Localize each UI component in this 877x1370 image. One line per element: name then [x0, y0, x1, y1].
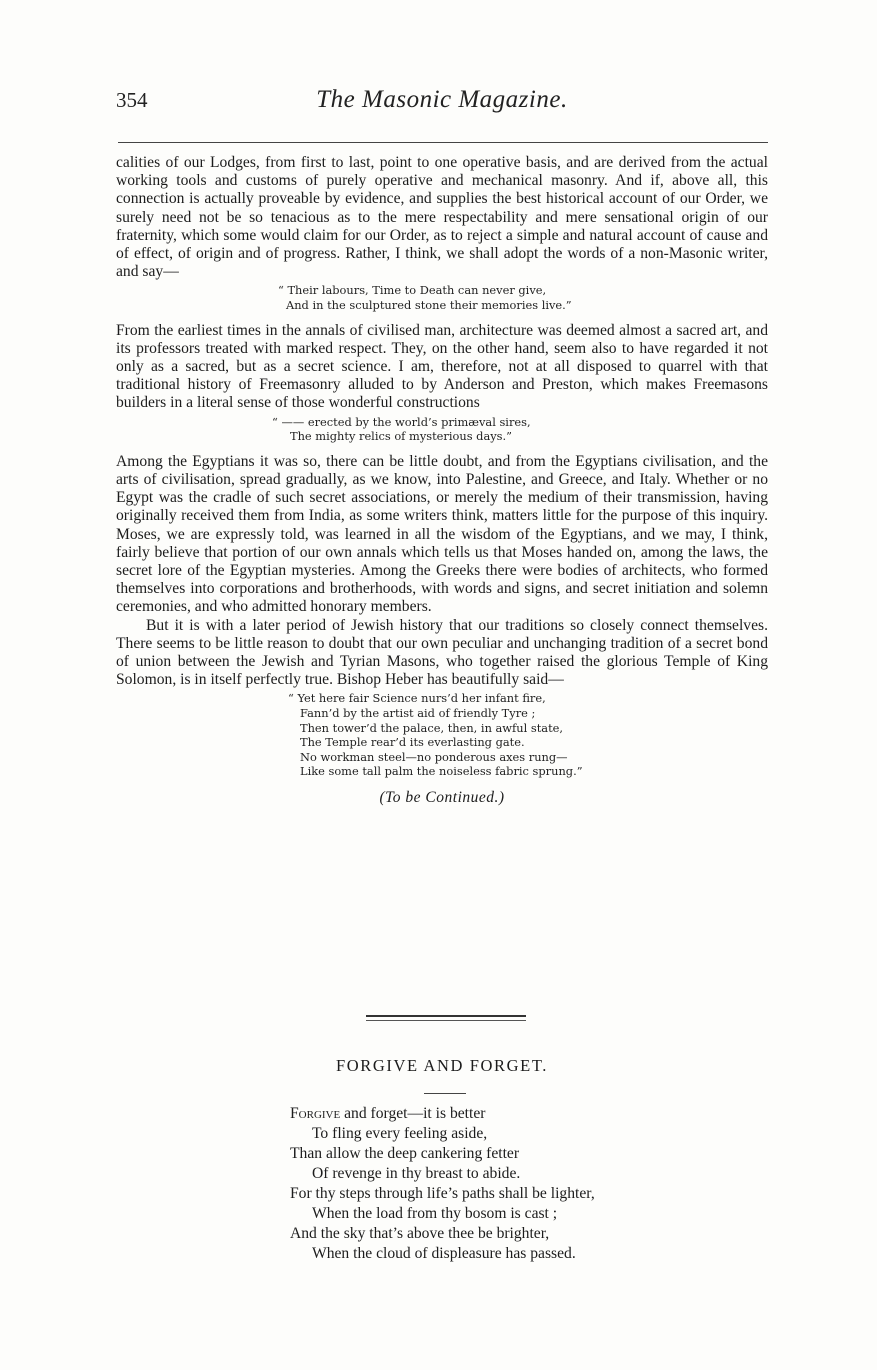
poem-line: Of revenge in thy breast to abide.: [312, 1165, 521, 1182]
page-number: 354: [116, 88, 148, 112]
quote-line: Then tower’d the palace, then, in awful state,: [300, 720, 564, 735]
poem-line-rest: and forget—it is better: [340, 1105, 486, 1122]
poem-title: FORGIVE AND FORGET.: [335, 1056, 549, 1075]
poem-line: When the cloud of displeasure has passed.: [312, 1245, 576, 1262]
quote-line: Fann’d by the artist aid of friendly Tyre ;: [300, 706, 536, 721]
poem-line: And the sky that’s above thee be brighter,: [290, 1225, 550, 1242]
article-body: [116, 154, 768, 807]
paragraph-3: Among the Egyptians it was so, there can be little doubt, and from the Egyptians civilisation, and the arts of civilisation, spread gradually, as we know, into Palestine, and Greece, and Italy. Whether or no Egypt was the cradle of such secret associations, or merely the medium of their transmission, having originally received them from India, as some writers think, matters little for the purpose of this inquiry. Moses, we are expressly told, was learned in all the wisdom of the Egyptians, and we may, I think, fairly believe that portion of our own annals which tells us that Moses handed on, among the laws, the secret lore of the Egyptian mysteries. Among the Greeks there were bodies of architects, who formed themselves into corporations and brotherhoods, with words and signs, and secret initiation and solemn ceremonies, and who admitted honorary members.: [116, 452, 768, 616]
poem-line: [290, 1104, 710, 1124]
quote-line: The Temple rear’d its everlasting gate.: [300, 735, 525, 750]
paragraph-4: But it is with a later period of Jewish history that our traditions so closely connect themselves. There seems to be little reason to doubt that our own peculiar and unchanging tradition of a secret bond of union between the Jewish and Tyrian Masons, who together raised the glorious Temple of King Solomon, is in itself perfectly true. Bishop Heber has beautifully said—: [116, 616, 768, 689]
quote-line: “ Their labours, Time to Death can never give,: [278, 283, 547, 298]
quote-sires: [272, 415, 768, 444]
poem-line: Than allow the deep cankering fetter: [290, 1145, 520, 1162]
magazine-title: The Masonic Magazine.: [316, 86, 568, 113]
quote-line: Like some tall palm the noiseless fabric sprung.”: [300, 764, 583, 779]
continued-note: (To be Continued.): [379, 789, 505, 807]
quote-line: “ Yet here fair Science nurs’d her infant fire,: [288, 691, 546, 706]
poem-line: For thy steps through life’s paths shall be lighter,: [290, 1185, 595, 1202]
quote-line: The mighty relics of mysterious days.”: [290, 429, 512, 444]
poem-line: When the load from thy bosom is cast ;: [312, 1205, 558, 1222]
quote-line: No workman steel—no ponderous axes rung—: [300, 749, 568, 764]
quote-labours: [278, 283, 768, 312]
poem-body: [290, 1104, 710, 1264]
header-rule: [118, 142, 768, 143]
paragraph-2: From the earliest times in the annals of civilised man, architecture was deemed almost a sacred art, and its professors treated with marked respect. They, on the other hand, seem also to have regarded it not only as a sacred, but as a secret science. I am, therefore, not at all disposed to quarrel with that traditional history of Freemasonry alluded to by Anderson and Preston, which makes Freemasons builders in a literal sense of those wonderful constructions: [116, 321, 768, 412]
quote-line: “ —— erected by the world’s primæval sires,: [272, 414, 531, 429]
poem-line: To fling every feeling aside,: [312, 1125, 488, 1142]
quote-line: And in the sculptured stone their memories live.”: [286, 298, 572, 313]
section-separator: [366, 1015, 526, 1017]
paragraph-1: calities of our Lodges, from first to last, point to one operative basis, and are derived from the actual working tools and customs of purely operative and mechanical masonry. And if, above all, this connection is actually proveable by evidence, and supplies the best historical account of our Order, we surely need not be so tenacious as to the mere respectability and mere sensational origin of our fraternity, which some would claim for our Order, as to reject a simple and natural account of cause and of effect, of origin and of progress. Rather, I think, we shall adopt the words of a non-Masonic writer, and say—: [116, 154, 768, 281]
page-header: [116, 88, 768, 128]
title-rule: [424, 1093, 466, 1094]
section-separator: [366, 1020, 526, 1021]
quote-heber: [288, 691, 768, 779]
poem-first-word: Forgive: [290, 1105, 341, 1122]
